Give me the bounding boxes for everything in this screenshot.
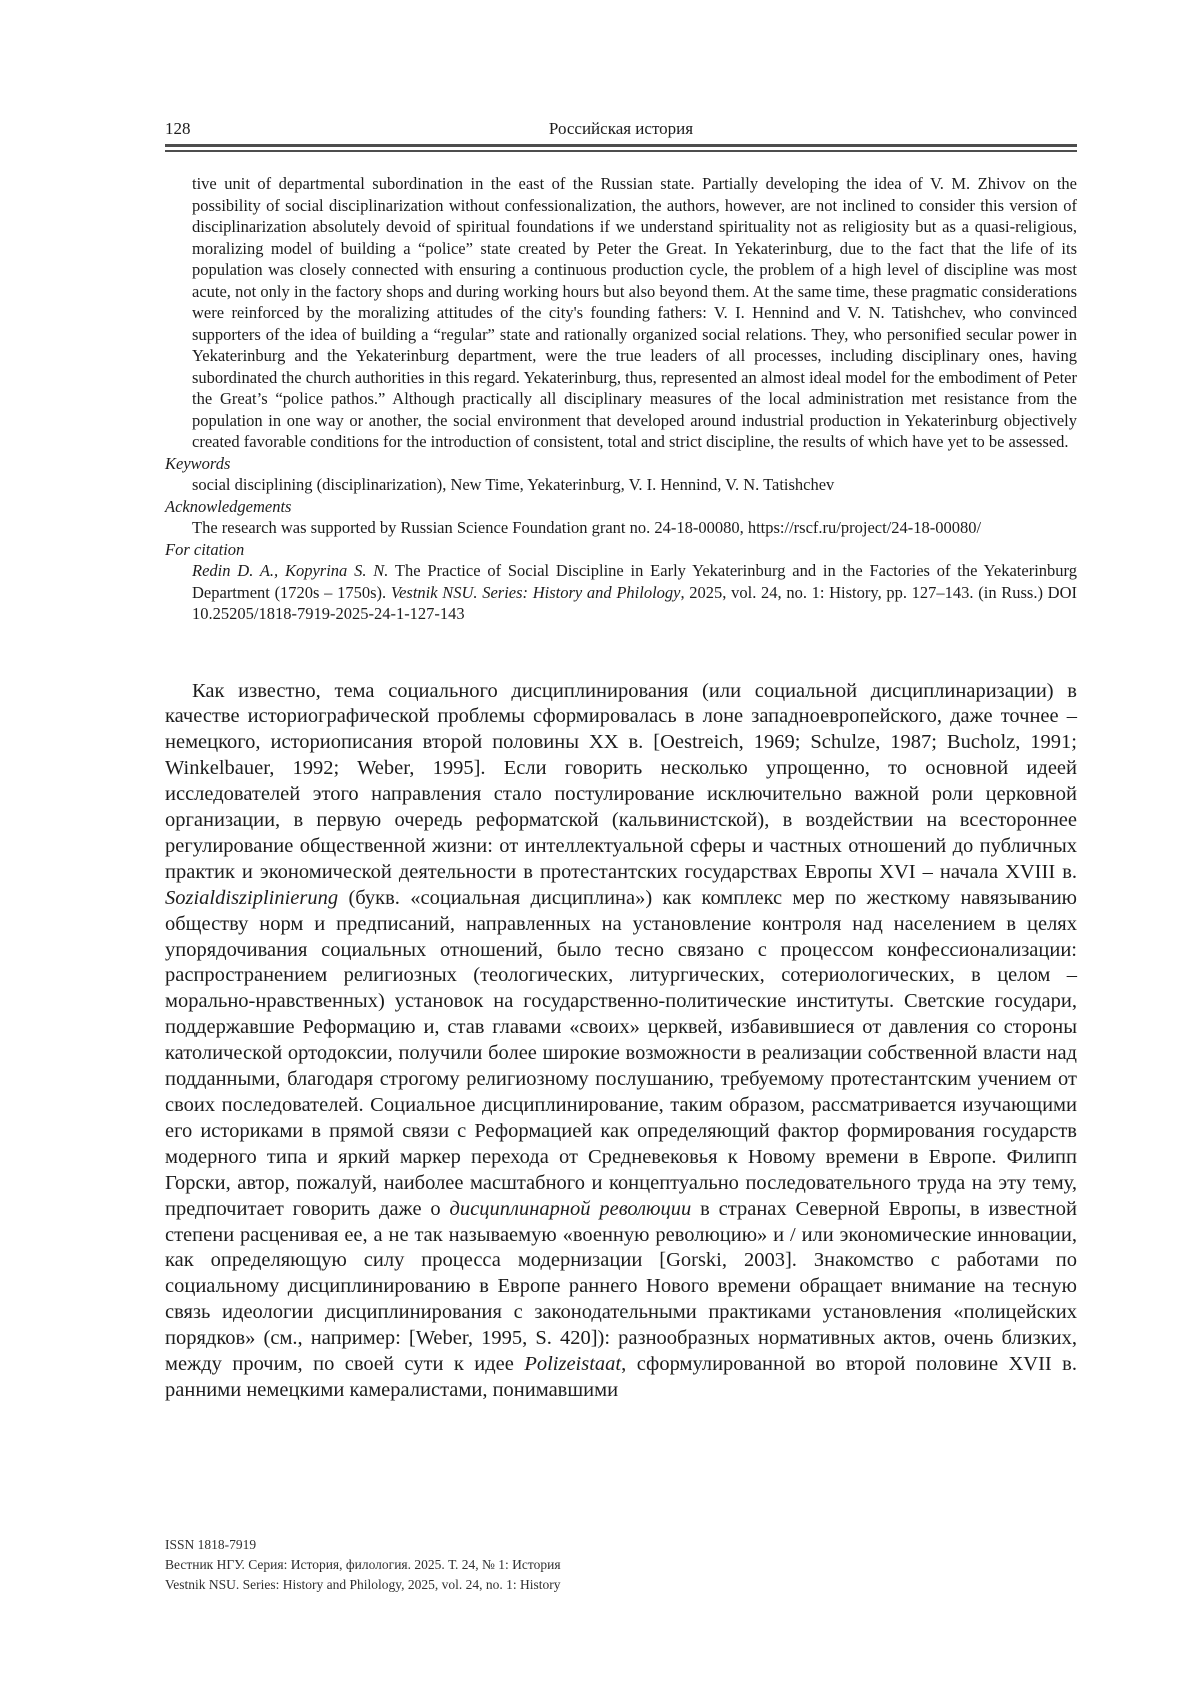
abstract-continuation: tive unit of departmental subordination in the east of the Russian state. Partially developing the idea of V. M. Zhivov on the possibility of social disciplinarization without confessionalization, the authors, however, are not inclined to consider this version of disciplinarization absolutely devoid of spiritual foundations if we understand spirituality not as religiosity but as a quasi-religious, moralizing model of building a “police” state created by Peter the Great. In Yekaterinburg, due to the fact that the life of its population was closely connected with ensuring a continuous production cycle, the problem of a high level of discipline was most acute, not only in the factory shops and during working hours but also beyond them. At the same time, these pragmatic considerations were reinforced by the moralizing attitudes of the city's founding fathers: V. I. Hennind and V. N. Tatishchev, who convinced supporters of the idea of building a “regular” state and rationally organized social relations. They, who personified secular power in Yekaterinburg and the Yekaterinburg department, were the true leaders of all processes, including disciplinary ones, having subordinated the church authorities in this regard. Yekaterinburg, thus, represented an almost ideal model for the embodiment of Peter the Great’s “police pathos.” Although practically all disciplinary measures of the local administration met resistance from the population in one way or another, the social environment that developed around industrial production in Yekaterinburg objectively created favorable conditions for the introduction of consistent, total and strict discipline, the results of which have yet to be assessed. (192, 174, 1077, 451)
body-term-disciplinary-revolution: дисциплинарной революции (449, 1197, 692, 1220)
citation-text (165, 560, 1077, 625)
body-segment: (букв. «социальная дисциплина») как комплекс мер по жесткому навязыванию обществу норм и предписаний, направленных на установление контроля над населением в целях упорядочивания социальных отношений, было тесно связано с процессом конфессионализации: распространением религиозных (теологических, литургических, сотериологических, в целом – морально-нравственных) установок на государственно-политические институты. Светские государи, поддержавшие Реформацию и, став главами «своих» церквей, избавившиеся от давления со стороны католической ортодоксии, получили более широкие возможности в реализации собственной власти над подданными, благодаря строгому религиозному послушанию, требуемому протестантским учением от своих последователей. Социальное дисциплинирование, таким образом, рассматривается изучающими его историками в прямой связи с Реформацией как определяющий фактор формирования государств модерного типа и яркий маркер перехода от Средневековья к Новому времени в Европе. Филипп Горски, автор, пожалуй, наиболее масштабного и концептуально последовательного труда на эту тему, предпочитает говорить даже о (165, 886, 1077, 1220)
article-meta-block (165, 173, 1077, 625)
citation-tail: , 2025, vol. 24, no. 1: History, pp. 127–143. (in Russ.) DOI 10.25205/1818-7919-2025-24-1-127-143 (192, 582, 1077, 623)
page-number: 128 (165, 119, 191, 138)
citation-article-title: The Practice of Social Discipline in Early Yekaterinburg and in the Factories of the Yekaterinburg Department (1720s – 1750s). (192, 561, 1077, 602)
content-column (165, 0, 1077, 1404)
journal-running-title: Российская история (548, 119, 694, 138)
body-paragraph (165, 679, 1077, 1404)
keywords-text: social disciplining (disciplinarization), New Time, Yekaterinburg, V. I. Hennind, V. N. Tatishchev (192, 475, 835, 494)
issn-line: ISSN 1818-7919 (165, 1537, 257, 1552)
page-header (165, 118, 1077, 140)
body-term-polizeistaat: Polizeistaat (524, 1353, 622, 1376)
citation-authors: Redin D. A., Kopyrina S. N. (192, 561, 389, 580)
imprint-line-en: Vestnik NSU. Series: History and Philology, 2025, vol. 24, no. 1: History (165, 1577, 561, 1592)
imprint-line-ru: Вестник НГУ. Серия: История, филология. 2025. Т. 24, № 1: История (165, 1557, 561, 1572)
page-footer (165, 1535, 561, 1595)
acknowledgements-text: The research was supported by Russian Science Foundation grant no. 24-18-00080, https://rscf.ru/project/24-18-00080/ (192, 518, 982, 537)
keywords-label: Keywords (165, 453, 231, 473)
header-rule (165, 144, 1077, 152)
article-body (165, 679, 1077, 1404)
citation-journal-name: Vestnik NSU. Series: History and Philology (390, 582, 681, 602)
body-segment: в странах Северной Европы, в известной степени расценивая ее, а не так называемую «военную революцию» и / или экономические инновации, как определяющую силу процесса модернизации [Gorski, 2003]. Знакомство с работами по социальному дисциплинированию в Европе раннего Нового времени обращает внимание на тесную связь идеологии дисциплинирования с законодательными практиками установления «полицейских порядков» (см., например: [Weber, 1995, S. 420]): разнообразных нормативных актов, очень близких, между прочим, по своей сути к идее (165, 1197, 1077, 1376)
body-segment: , сформулированной во второй половине XVII в. ранними немецкими камералистами, понимавшими (165, 1353, 1077, 1401)
for-citation-label: For citation (165, 539, 245, 559)
acknowledgements-label: Acknowledgements (165, 496, 292, 516)
body-segment: Как известно, тема социального дисциплинирования (или социальной дисциплинаризации) в качестве историографической проблемы сформировалась в лоне западноевропейского, даже точнее – немецкого, историописания второй половины XX в. [Oestreich, 1969; Schulze, 1987; Bucholz, 1991; Winkelbauer, 1992; Weber, 1995]. Если говорить несколько упрощенно, то основной идеей исследователей этого направления стало постулирование исключительно важной роли церковной организации, в первую очередь реформатской (кальвинистской), в воздействии на всестороннее регулирование общественной жизни: от интеллектуальной сферы и частных отношений до публичных практик и экономической деятельности в протестантских государствах Европы XVI – начала XVIII в. (165, 679, 1077, 883)
body-term-sozialdisziplinierung: Sozialdisziplinierung (165, 886, 339, 909)
